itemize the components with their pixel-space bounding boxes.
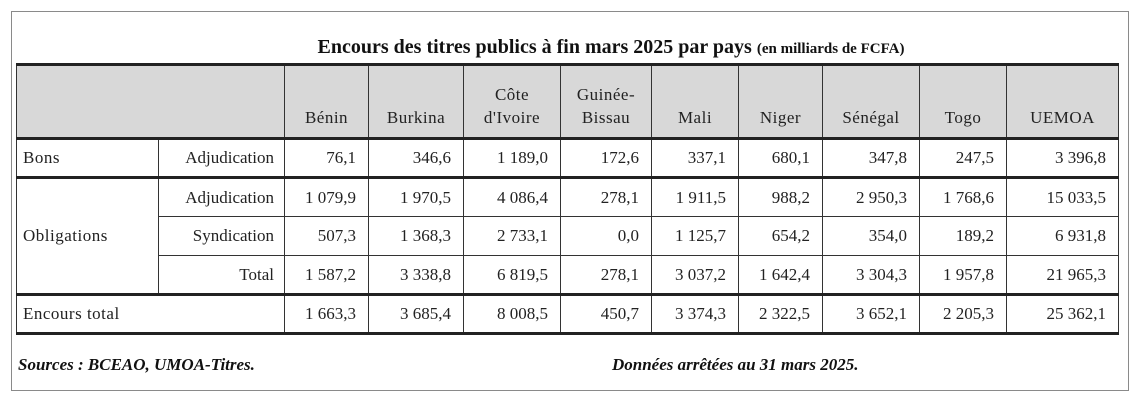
table-cell: 3 037,2 [652, 256, 739, 295]
row-sub-label: Syndication [159, 217, 285, 256]
table-cell: 0,0 [561, 217, 652, 256]
table-cell: 6 931,8 [1007, 217, 1119, 256]
table-cell: 3 685,4 [369, 295, 464, 334]
sources-note: Sources : BCEAO, UMOA-Titres. [18, 355, 255, 374]
table-cell: 347,8 [823, 139, 920, 178]
row-sub-label: Adjudication [159, 139, 285, 178]
col-header: Mali [652, 65, 739, 139]
table-cell: 1 642,4 [739, 256, 823, 295]
col-header-text: Guinée-Bissau [576, 85, 636, 127]
col-header: Bénin [285, 65, 369, 139]
table-cell: 2 733,1 [464, 217, 561, 256]
col-header: Sénégal [823, 65, 920, 139]
row-sub-label: Total [159, 256, 285, 295]
table-cell: 1 911,5 [652, 178, 739, 217]
table-cell: 346,6 [369, 139, 464, 178]
table-row-obligations-total [17, 256, 1119, 295]
col-header: Burkina [369, 65, 464, 139]
table-cell: 278,1 [561, 256, 652, 295]
title-text: Encours des titres publics à fin mars 2025 par pays [317, 36, 752, 58]
table-cell: 3 396,8 [1007, 139, 1119, 178]
row-label-obligations: Obligations [17, 178, 159, 295]
table-cell: 1 663,3 [285, 295, 369, 334]
table-cell: 25 362,1 [1007, 295, 1119, 334]
col-header: Togo [920, 65, 1007, 139]
table-cell: 1 079,9 [285, 178, 369, 217]
data-table [16, 63, 1119, 335]
date-note: Données arrêtées au 31 mars 2025. [612, 355, 859, 374]
row-sub-label: Adjudication [159, 178, 285, 217]
col-header [464, 65, 561, 139]
table-row-bons [17, 139, 1119, 178]
table-cell: 172,6 [561, 139, 652, 178]
header-blank [17, 65, 285, 139]
table-cell: 247,5 [920, 139, 1007, 178]
title-unit: (en milliards de FCFA) [756, 41, 905, 57]
table-cell: 3 652,1 [823, 295, 920, 334]
table-cell: 1 768,6 [920, 178, 1007, 217]
table-cell: 189,2 [920, 217, 1007, 256]
table-cell: 15 033,5 [1007, 178, 1119, 217]
table-cell: 8 008,5 [464, 295, 561, 334]
table-cell: 1 189,0 [464, 139, 561, 178]
table-cell: 1 970,5 [369, 178, 464, 217]
table-cell: 3 374,3 [652, 295, 739, 334]
table-cell: 6 819,5 [464, 256, 561, 295]
table-cell: 4 086,4 [464, 178, 561, 217]
row-label-bons: Bons [17, 139, 159, 178]
table-cell: 278,1 [561, 178, 652, 217]
table-cell: 76,1 [285, 139, 369, 178]
table-cell: 450,7 [561, 295, 652, 334]
table-cell: 3 304,3 [823, 256, 920, 295]
col-header: Niger [739, 65, 823, 139]
table-cell: 337,1 [652, 139, 739, 178]
table-cell: 2 205,3 [920, 295, 1007, 334]
header-row [17, 65, 1119, 139]
table-cell: 3 338,8 [369, 256, 464, 295]
table-cell: 21 965,3 [1007, 256, 1119, 295]
table-cell: 988,2 [739, 178, 823, 217]
table-cell: 680,1 [739, 139, 823, 178]
table-cell: 507,3 [285, 217, 369, 256]
table-cell: 2 950,3 [823, 178, 920, 217]
table-cell: 2 322,5 [739, 295, 823, 334]
table-row-obligations-syndication [17, 217, 1119, 256]
table-cell: 654,2 [739, 217, 823, 256]
table-cell: 354,0 [823, 217, 920, 256]
table-row-obligations-adjudication [17, 178, 1119, 217]
table-cell: 1 587,2 [285, 256, 369, 295]
table-row-encours-total [17, 295, 1119, 334]
table-cell: 1 125,7 [652, 217, 739, 256]
table-cell: 1 368,3 [369, 217, 464, 256]
table-cell: 1 957,8 [920, 256, 1007, 295]
table-title [12, 36, 1130, 59]
col-header [561, 65, 652, 139]
col-header: UEMOA [1007, 65, 1119, 139]
row-label-encours-total: Encours total [17, 295, 285, 334]
col-header-text: Côte d'Ivoire [483, 85, 541, 127]
